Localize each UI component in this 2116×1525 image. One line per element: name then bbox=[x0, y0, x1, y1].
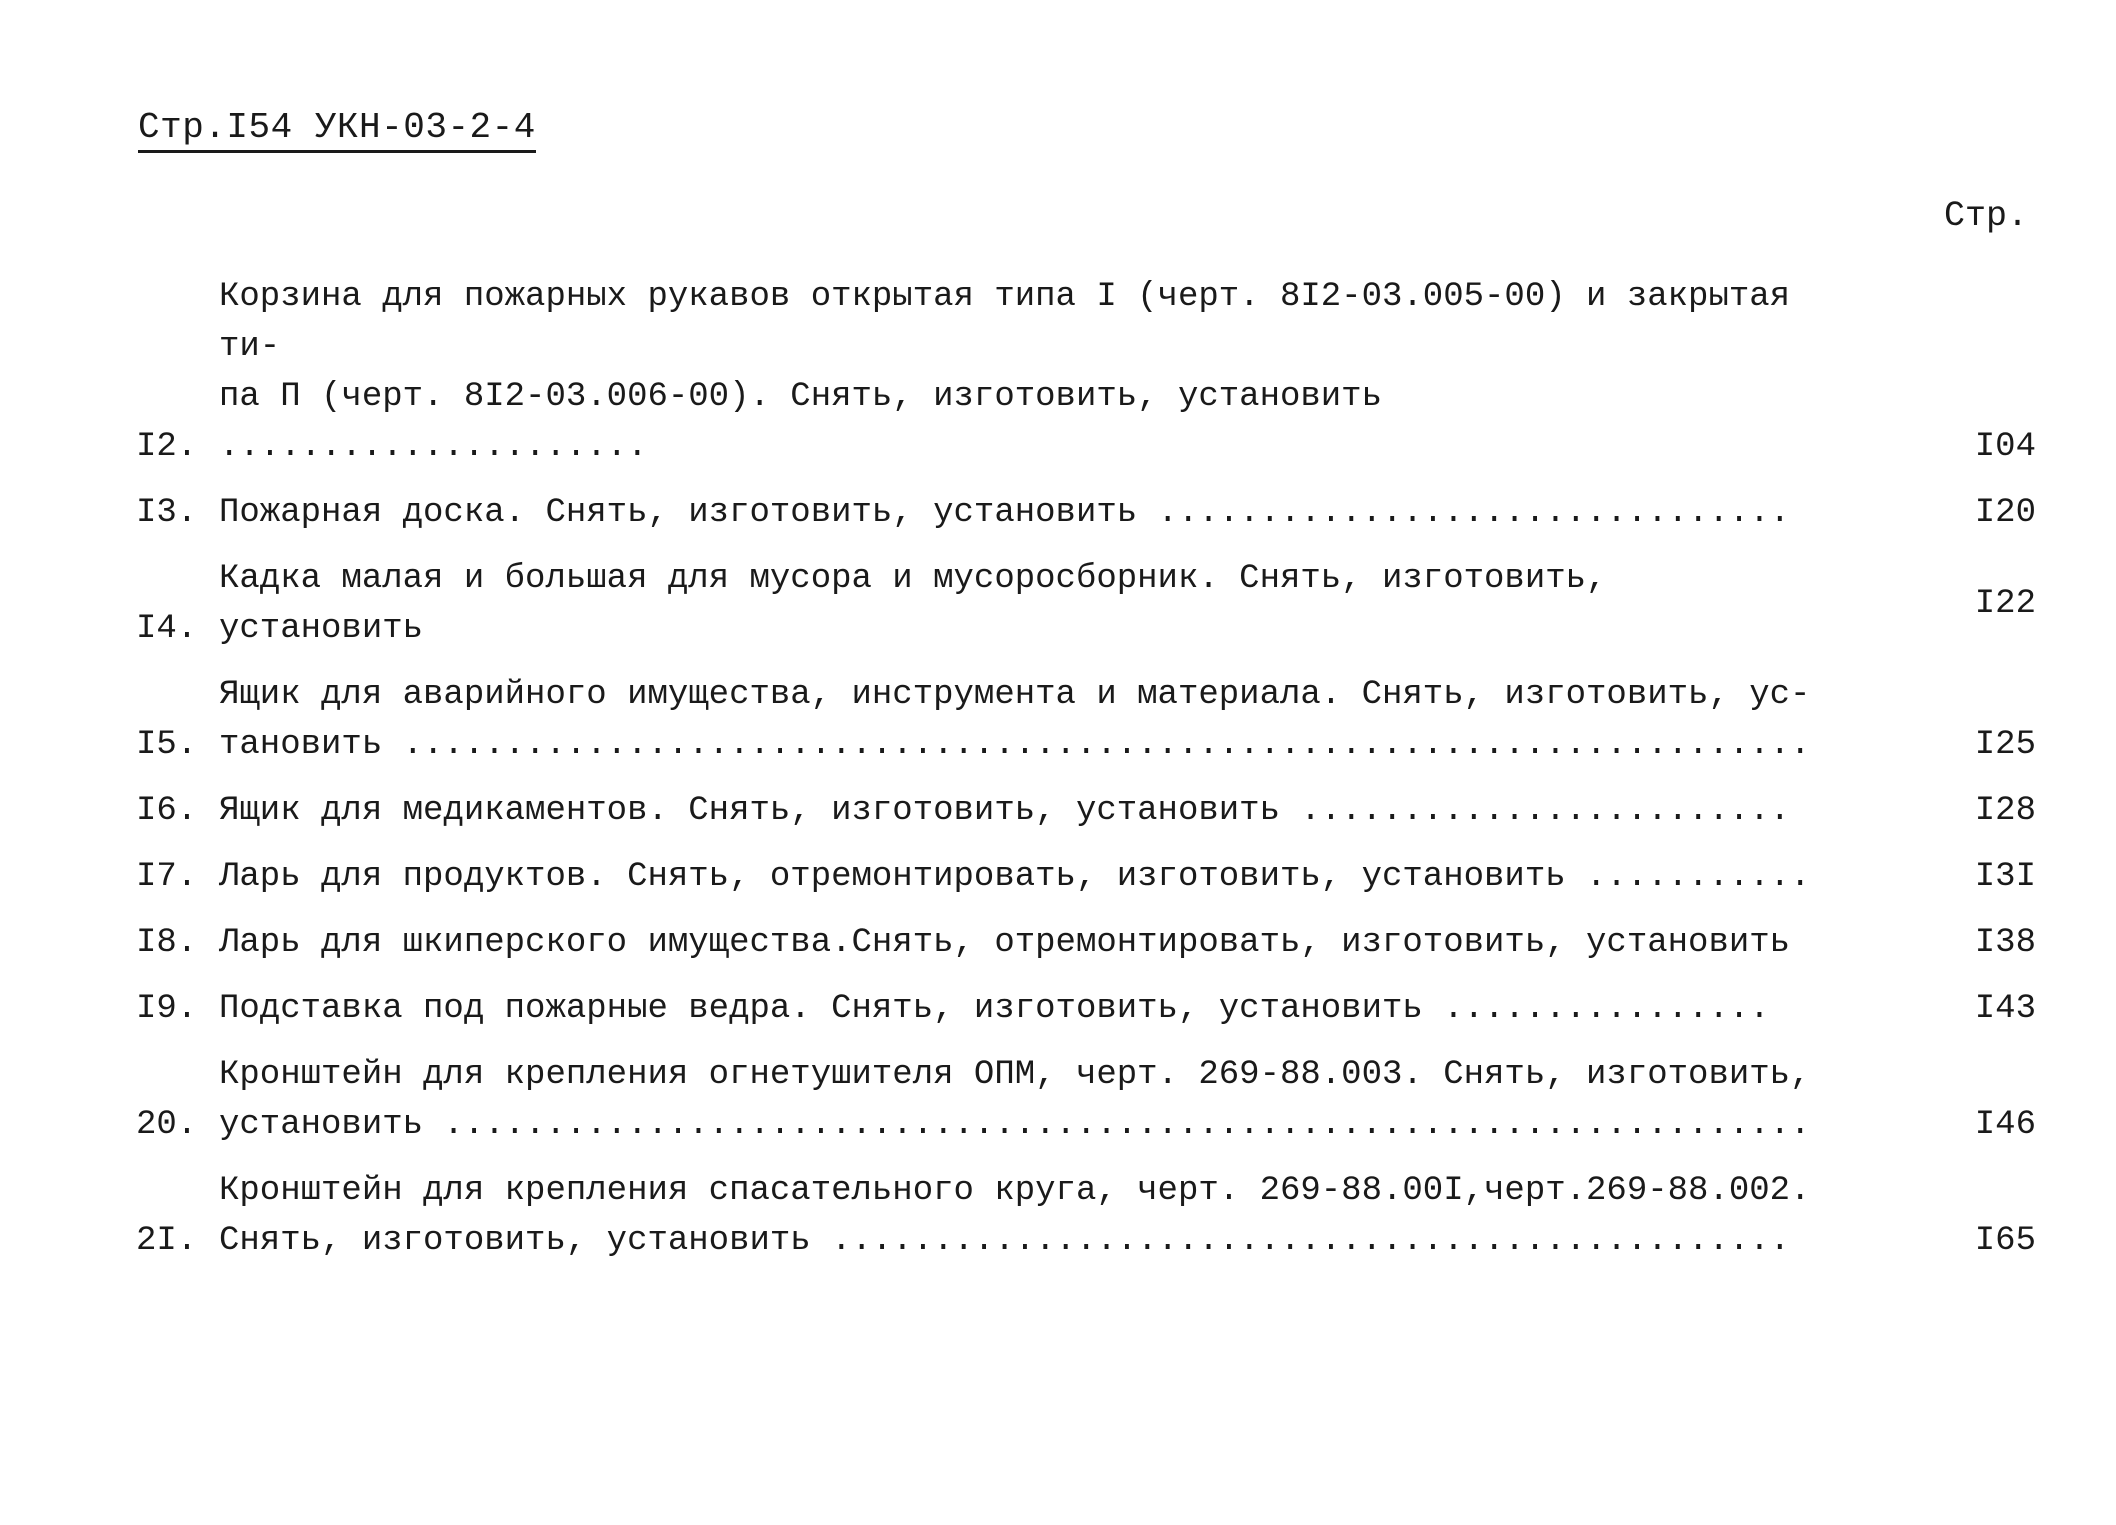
toc-entry bbox=[136, 554, 2036, 654]
entry-number: I2. bbox=[136, 428, 198, 466]
entry-page-number: I65 bbox=[1974, 1222, 2036, 1260]
entry-number: 20. bbox=[136, 1106, 198, 1144]
toc-entry bbox=[136, 1050, 2036, 1150]
entry-number: I6. bbox=[136, 792, 198, 830]
entry-page-number: I25 bbox=[1974, 726, 2036, 764]
page-header: Стр.I54 УКН-03-2-4 bbox=[138, 108, 536, 153]
entry-number: I8. bbox=[136, 924, 198, 962]
toc-entry bbox=[136, 984, 2036, 1034]
entry-number: I3. bbox=[136, 494, 198, 532]
entry-page-number: I46 bbox=[1974, 1106, 2036, 1144]
entry-title: Ларь для продуктов. Снять, отремонтировать, изготовить, установить ........... bbox=[219, 858, 1811, 896]
toc-entry bbox=[136, 670, 2036, 770]
entry-title: Кадка малая и большая для мусора и мусоросборник. Снять, изготовить, установить bbox=[219, 560, 1607, 648]
toc-entry bbox=[136, 272, 2036, 472]
entry-number: I5. bbox=[136, 726, 198, 764]
toc-entry bbox=[136, 1166, 2036, 1266]
entry-page-number: I3I bbox=[1974, 858, 2036, 896]
toc-entry bbox=[136, 488, 2036, 538]
page-column-label: Стр. bbox=[1943, 196, 2028, 236]
entry-title: Кронштейн для крепления огнетушителя ОПМ, черт. 269-88.003. Снять, изготовить, установить ................................................................... bbox=[219, 1056, 1811, 1144]
toc-entry bbox=[136, 918, 2036, 968]
entry-title: Ящик для аварийного имущества, инструмента и материала. Снять, изготовить, ус- тановить ..................................................................... bbox=[219, 676, 1811, 764]
table-of-contents bbox=[136, 272, 2036, 1282]
entry-title: Подставка под пожарные ведра. Снять, изготовить, установить ................ bbox=[219, 990, 1770, 1028]
entry-number: 2I. bbox=[136, 1222, 198, 1260]
entry-title: Кронштейн для крепления спасательного круга, черт. 269-88.00I,черт.269-88.002. Снять, изготовить, установить ............................................... bbox=[219, 1172, 1811, 1260]
entry-title: Пожарная доска. Снять, изготовить, установить ............................... bbox=[219, 494, 1791, 532]
entry-number: I4. bbox=[136, 610, 198, 648]
entry-page-number: I38 bbox=[1974, 924, 2036, 962]
entry-page-number: I22 bbox=[1974, 585, 2036, 623]
entry-title: Ящик для медикаментов. Снять, изготовить, установить ........................ bbox=[219, 792, 1791, 830]
entry-page-number: I43 bbox=[1974, 990, 2036, 1028]
entry-number: I7. bbox=[136, 858, 198, 896]
entry-title: Ларь для шкиперского имущества.Снять, отремонтировать, изготовить, установить bbox=[219, 924, 1791, 962]
entry-page-number: I28 bbox=[1974, 792, 2036, 830]
entry-number: I9. bbox=[136, 990, 198, 1028]
entry-title: Корзина для пожарных рукавов открытая типа I (черт. 8I2-03.005-00) и закрытая ти- па П (черт. 8I2-03.006-00). Снять, изготовить, установить ..................... bbox=[219, 278, 1791, 466]
toc-entry bbox=[136, 786, 2036, 836]
toc-entry bbox=[136, 852, 2036, 902]
entry-page-number: I04 bbox=[1974, 428, 2036, 466]
entry-page-number: I20 bbox=[1974, 494, 2036, 532]
